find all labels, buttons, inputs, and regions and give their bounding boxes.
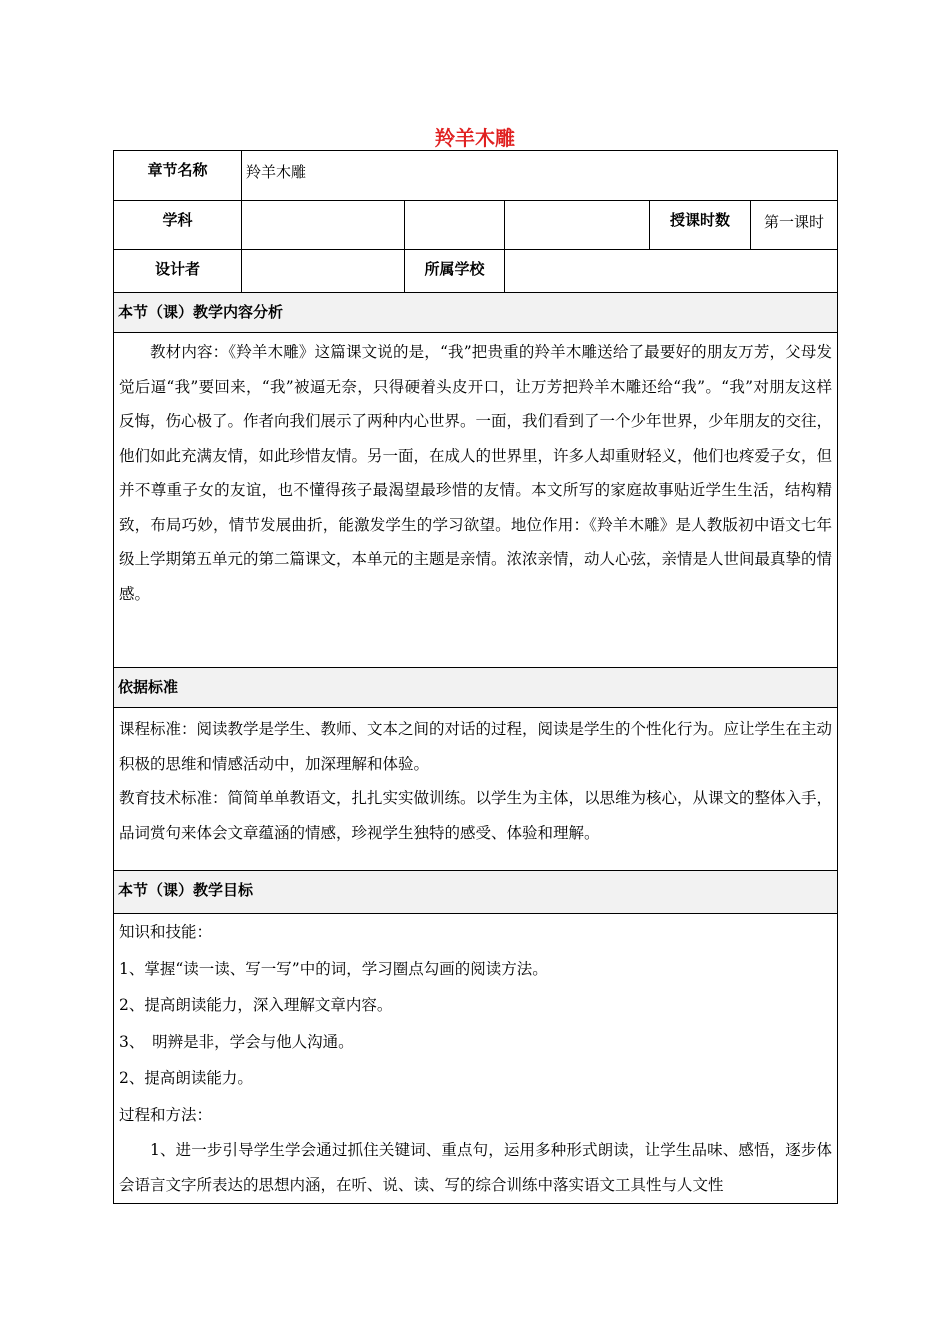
content-analysis-paragraph: 教材内容：《羚羊木雕》这篇课文说的是，“我”把贵重的羚羊木雕送给了最要好的朋友万芳，父母发觉后逼“我”要回来，“我”被逼无奈，只得硬着头皮开口，让万芳把羚羊木雕还给“我”。“我”对朋友这样反悔，伤心极了。作者向我们展示了两种内心世界。一面，我们看到了一个少年世界，少年朋友的交往，他们如此充满友情，如此珍惜友情。另一面，在成人的世界里，许多人却重财轻义，他们也疼爱子女，但并不尊重子女的友谊，也不懂得孩子最渴望最珍惜的友情。本文所写的家庭故事贴近学生生活，结构精致，布局巧妙，情节发展曲折，能激发学生的学习欲望。地位作用：《羚羊木雕》是人教版初中语文七年级上学期第五单元的第二篇课文，本单元的主题是亲情。浓浓亲情，动人心弦，亲情是人世间最真挚的情感。 bbox=[119, 343, 833, 603]
objectives-body bbox=[114, 914, 838, 1204]
lesson-plan-table bbox=[113, 150, 838, 1204]
hours-value: 第一课时 bbox=[751, 201, 838, 250]
hours-label: 授课时数 bbox=[650, 201, 751, 250]
designer-label: 设计者 bbox=[114, 250, 242, 293]
subject-extra-cell-2 bbox=[505, 201, 650, 250]
objective-item: 1、掌握“读一读、写一写”中的词，学习圈点勾画的阅读方法。 bbox=[119, 959, 548, 978]
subject-extra-cell-1 bbox=[405, 201, 505, 250]
process-text: 1、进一步引导学生学会通过抓住关键词、重点句，运用多种形式朗读，让学生品味、感悟，逐步体会语言文字所表达的思想内涵，在听、说、读、写的综合训练中落实语文工具性与人文性 bbox=[119, 1141, 833, 1194]
process-title: 过程和方法： bbox=[119, 1105, 213, 1124]
content-analysis-header: 本节（课）教学内容分析 bbox=[114, 293, 838, 333]
curriculum-standard: 课程标准：阅读教学是学生、教师、文本之间的对话的过程，阅读是学生的个性化行为。应让学生在主动积极的思维和情感活动中，加深理解和体验。 bbox=[119, 720, 833, 773]
subject-label: 学科 bbox=[114, 201, 242, 250]
subject-value bbox=[242, 201, 405, 250]
school-value bbox=[505, 250, 838, 293]
technology-standard: 教育技术标准：简简单单教语文，扎扎实实做训练。以学生为主体，以思维为核心，从课文的整体入手，品词赏句来体会文章蕴涵的情感，珍视学生独特的感受、体验和理解。 bbox=[119, 789, 833, 842]
standards-header: 依据标准 bbox=[114, 668, 838, 708]
objectives-header: 本节（课）教学目标 bbox=[114, 871, 838, 914]
objective-item: 2、提高朗读能力，深入理解文章内容。 bbox=[119, 996, 393, 1014]
knowledge-title: 知识和技能： bbox=[119, 923, 213, 941]
school-label: 所属学校 bbox=[405, 250, 505, 293]
designer-value bbox=[242, 250, 405, 293]
chapter-label: 章节名称 bbox=[114, 151, 242, 201]
document-title: 羚羊木雕 bbox=[435, 126, 515, 150]
objective-item: 2、提高朗读能力。 bbox=[119, 1069, 253, 1087]
standards-body bbox=[114, 708, 838, 871]
objective-item: 3、 明辨是非，学会与他人沟通。 bbox=[119, 1032, 354, 1051]
chapter-value: 羚羊木雕 bbox=[242, 151, 838, 201]
content-analysis-body bbox=[114, 333, 838, 668]
